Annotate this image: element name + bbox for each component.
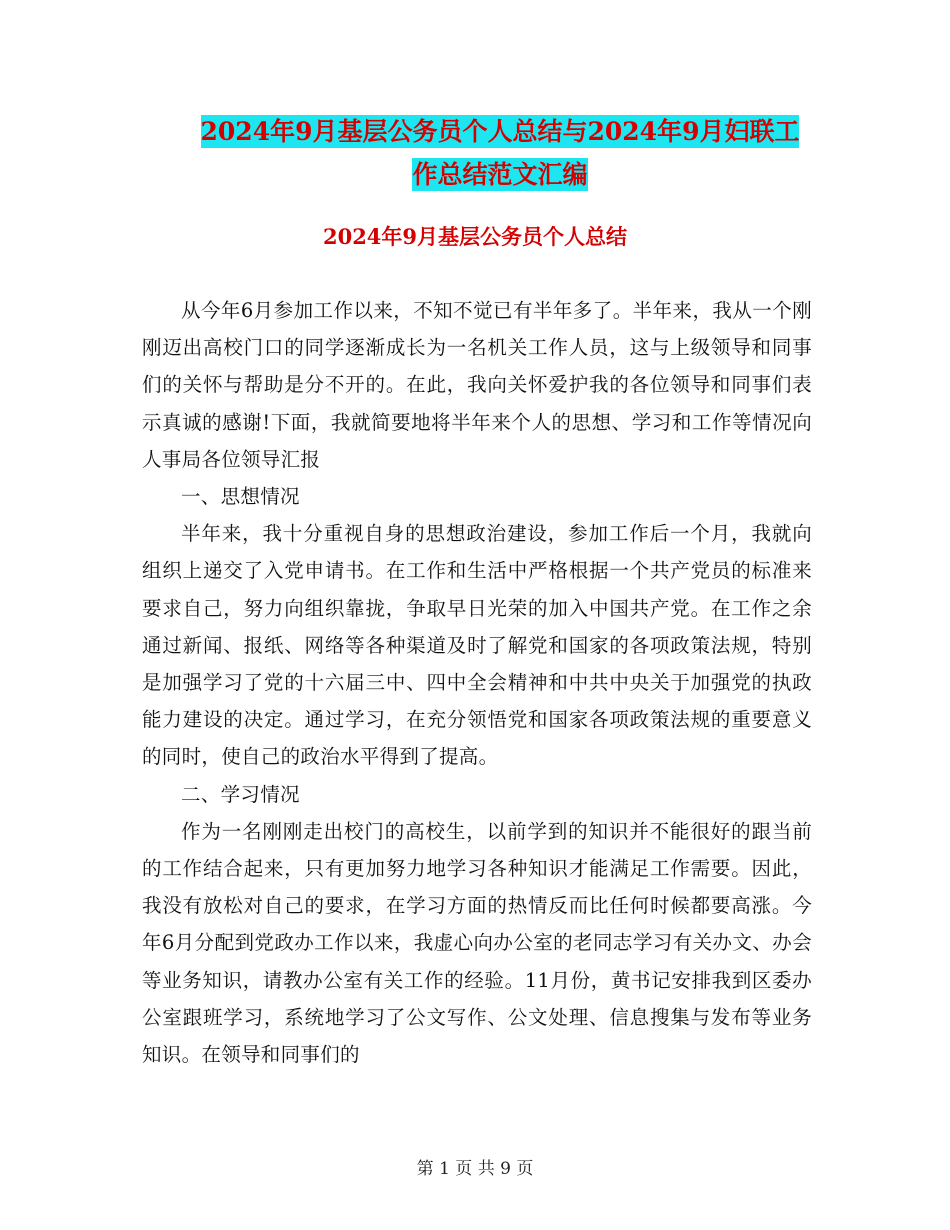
document-title-text-2: 作总结范文汇编 xyxy=(412,160,588,189)
page-footer: 第 1 页 共 9 页 xyxy=(416,1159,534,1179)
paragraph-thought: 半年来，我十分重视自身的思想政治建设，参加工作后一个月，我就向组织上递交了入党申请书。在工作和生活中严格根据一个共产党员的标准来要求自己，努力向组织靠拢，争取早日光荣的加入中国共产党。在工作之余通过新闻、报纸、网络等各种渠道及时了解党和国家的各项政策法规，特别是加强学习了党的十六届三中、四中全会精神和中共中央关于加强党的执政能力建设的决定。通过学习，在充分领悟党和国家各项政策法规的重要意义的同时，使自己的政治水平得到了提高。 xyxy=(142,522,812,769)
heading-thought: 一、思想情况 xyxy=(181,485,300,509)
document-body xyxy=(142,292,812,1073)
section-title: 2024年9月基层公务员个人总结 xyxy=(322,224,628,249)
paragraph-intro: 从今年6月参加工作以来，不知不觉已有半年多了。半年来，我从一个刚刚迈出高校门口的同学逐渐成长为一名机关工作人员，这与上级领导和同事们的关怀与帮助是分不开的。在此，我向关怀爱护我的各位领导和同事们表示真诚的感谢!下面，我就简要地将半年来个人的思想、学习和工作等情况向人事局各位领导汇报 xyxy=(142,299,812,471)
document-title-line-2 xyxy=(140,153,860,197)
paragraph-study: 作为一名刚刚走出校门的高校生，以前学到的知识并不能很好的跟当前的工作结合起来，只有更加努力地学习各种知识才能满足工作需要。因此，我没有放松对自己的要求，在学习方面的热情反而比任何时候都要高涨。今年6月分配到党政办工作以来，我虚心向办公室的老同志学习有关办文、办会等业务知识，请教办公室有关工作的经验。11月份，黄书记安排我到区委办公室跟班学习，系统地学习了公文写作、公文处理、信息搜集与发布等业务知识。在领导和同事们的 xyxy=(142,819,812,1067)
document-title-line-1 xyxy=(140,110,860,154)
heading-study: 二、学习情况 xyxy=(181,782,300,806)
document-title-text-1: 2024年9月基层公务员个人总结与2024年9月妇联工 xyxy=(200,117,800,146)
